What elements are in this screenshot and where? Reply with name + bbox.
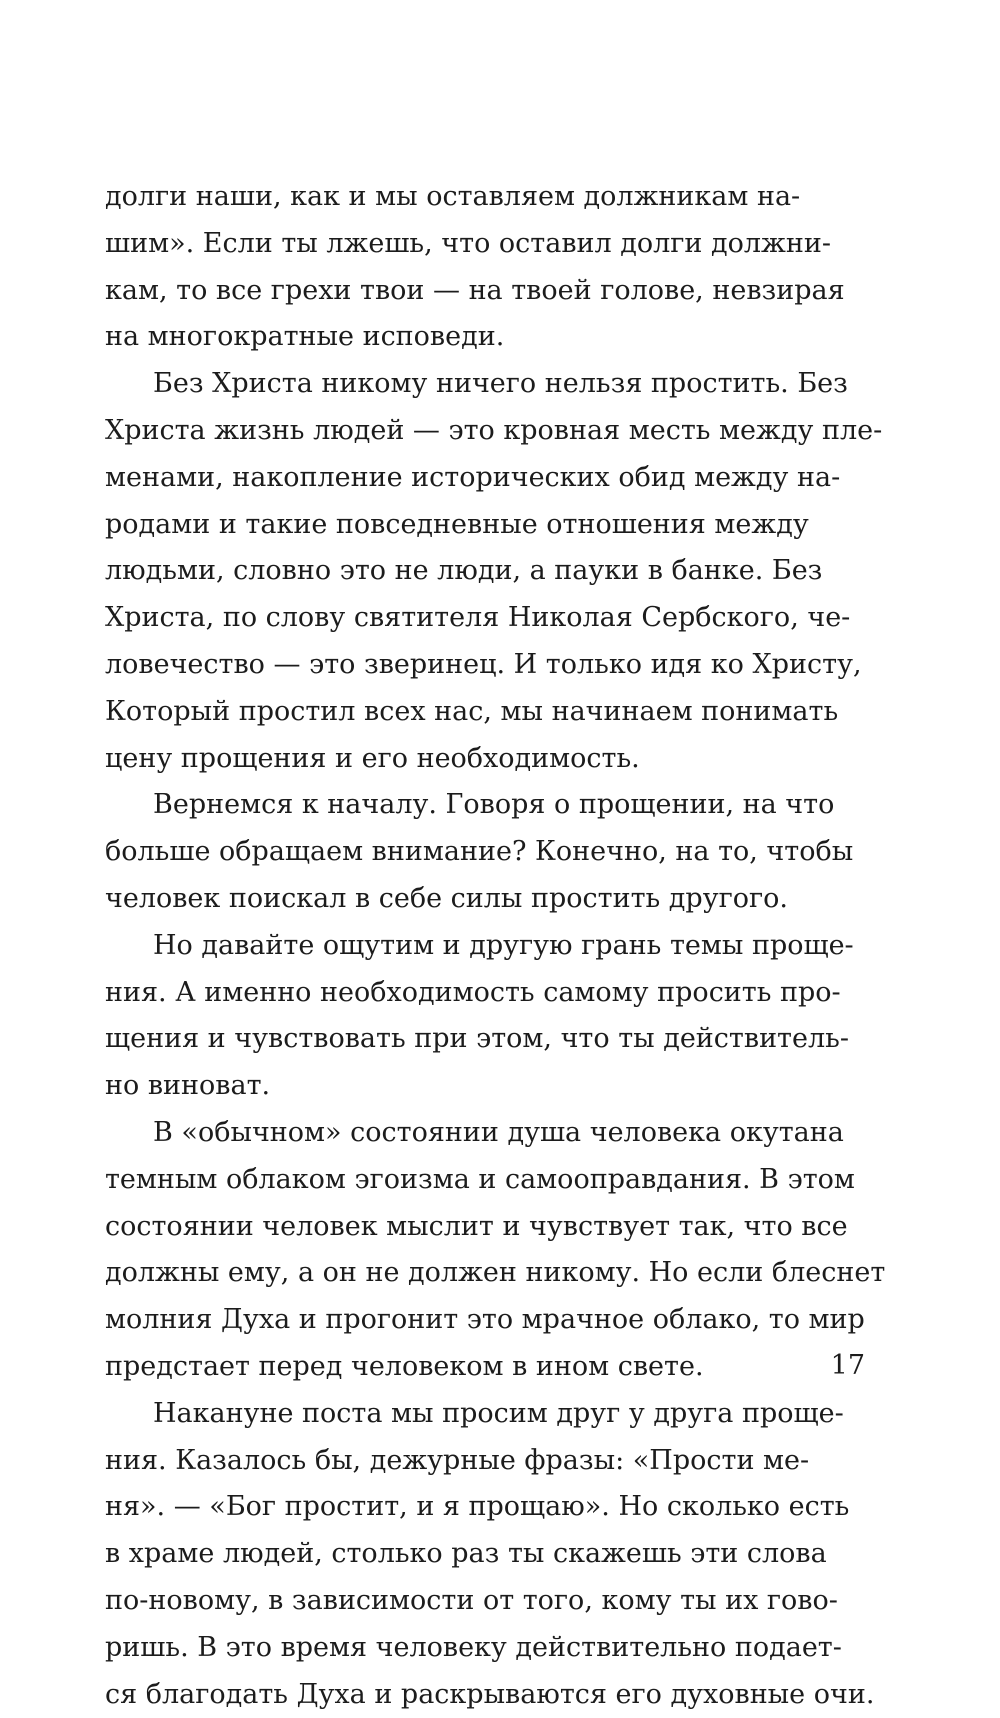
text-line: шим». Если ты лжешь, что оставил долги должни- [105,221,800,268]
text-line: человек поискал в себе силы простить другого. [105,876,800,923]
text-line: ловечество — это зверинец. И только идя ко Христу, [105,642,800,689]
text-line: Христа, по слову святителя Николая Сербского, че- [105,595,800,642]
text-line: Вернемся к началу. Говоря о прощении, на что [105,782,800,829]
text-line: Без Христа никому ничего нельзя простить. Без [105,361,800,408]
text-line: долги наши, как и мы оставляем должникам на- [105,174,800,221]
text-line: ния. А именно необходимость самому просить про- [105,970,800,1017]
text-line: молния Духа и прогонит это мрачное облако, то мир [105,1297,800,1344]
text-line: Но давайте ощутим и другую грань темы проще- [105,923,800,970]
text-line: ришь. В это время человеку действительно подает- [105,1625,800,1672]
text-line: родами и такие повседневные отношения между [105,502,800,549]
text-line: на многократные исповеди. [105,314,800,361]
text-line: но виноват. [105,1063,800,1110]
text-line: предстает перед человеком в ином свете. [105,1344,800,1391]
text-line: состоянии человек мыслит и чувствует так, что все [105,1204,800,1251]
page-number: 17 [805,1346,865,1386]
text-line: по-новому, в зависимости от того, кому ты их гово- [105,1578,800,1625]
text-line: менами, накопление исторических обид между на- [105,455,800,502]
text-line: ня». — «Бог простит, и я прощаю». Но сколько есть [105,1484,800,1531]
text-line: Накануне поста мы просим друг у друга проще- [105,1391,800,1438]
text-line: ся благодать Духа и раскрываются его духовные очи. [105,1672,800,1718]
text-line: в храме людей, столько раз ты скажешь эти слова [105,1531,800,1578]
text-line: щения и чувствовать при этом, что ты действитель- [105,1016,800,1063]
text-line: ния. Казалось бы, дежурные фразы: «Прости ме- [105,1438,800,1485]
text-line: цену прощения и его необходимость. [105,736,800,783]
text-line: темным облаком эгоизма и самооправдания. В этом [105,1157,800,1204]
text-line: кам, то все грехи твои — на твоей голове, невзирая [105,268,800,315]
body-text [105,174,800,1718]
text-line: людьми, словно это не люди, а пауки в банке. Без [105,548,800,595]
text-line: Который простил всех нас, мы начинаем понимать [105,689,800,736]
text-line: больше обращаем внимание? Конечно, на то, чтобы [105,829,800,876]
text-line: должны ему, а он не должен никому. Но если блеснет [105,1250,800,1297]
text-line: Христа жизнь людей — это кровная месть между пле- [105,408,800,455]
text-line: В «обычном» состоянии душа человека окутана [105,1110,800,1157]
